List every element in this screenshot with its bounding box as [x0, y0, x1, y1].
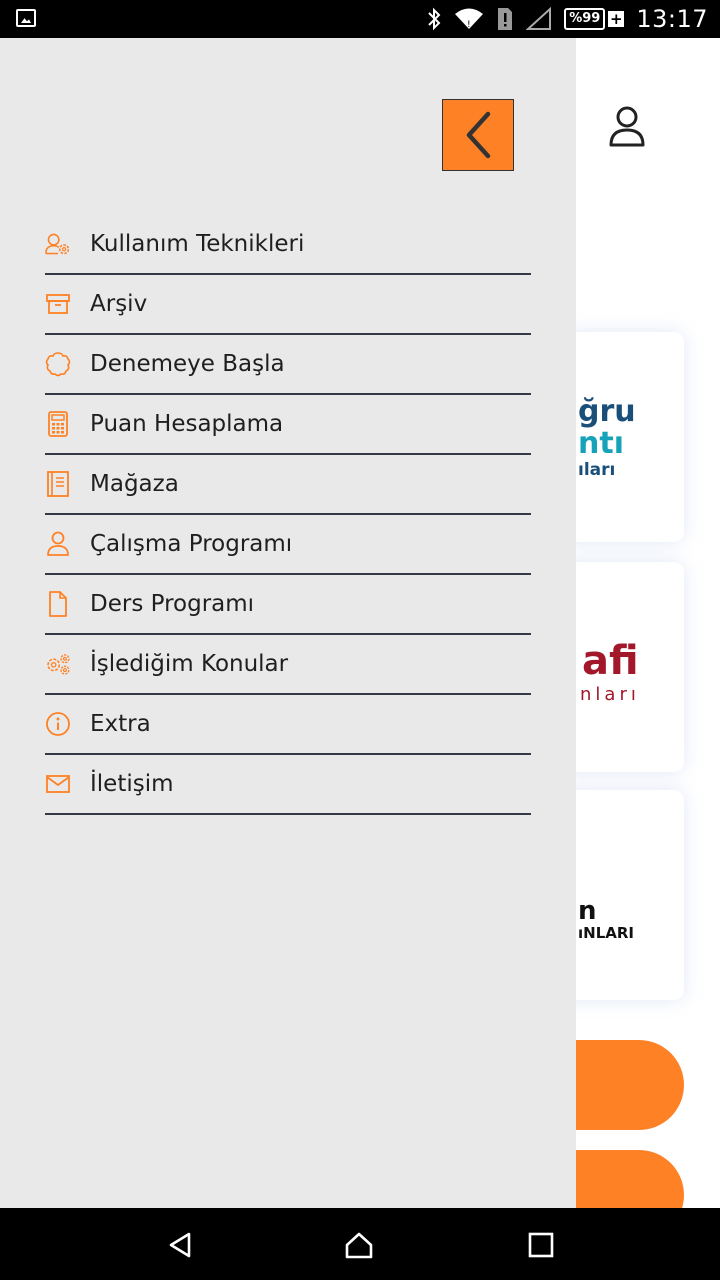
menu-item-label: Arşiv	[90, 291, 148, 317]
menu-item-kullanim-teknikleri[interactable]	[45, 215, 531, 275]
info-icon	[45, 711, 71, 737]
menu-item-label: Mağaza	[90, 471, 179, 497]
profile-icon[interactable]	[606, 104, 648, 148]
status-bar	[0, 0, 720, 38]
gallery-notification-icon	[16, 9, 36, 27]
menu-item-label: Extra	[90, 711, 151, 737]
charging-icon: +	[610, 10, 623, 28]
recent-apps-icon[interactable]	[526, 1230, 556, 1260]
card-text: n	[578, 896, 597, 926]
flower-badge-icon	[45, 351, 71, 377]
drawer-menu	[45, 215, 531, 815]
menu-item-label: Ders Programı	[90, 591, 255, 617]
bluetooth-icon	[426, 7, 442, 31]
menu-item-extra[interactable]	[45, 695, 531, 755]
menu-item-magaza[interactable]	[45, 455, 531, 515]
calculator-icon	[45, 411, 71, 437]
background-card[interactable]	[560, 332, 684, 542]
back-triangle-icon[interactable]	[166, 1230, 196, 1260]
clock: 13:17	[636, 5, 708, 33]
user-gear-icon	[45, 231, 71, 257]
mail-icon	[45, 771, 71, 797]
menu-item-ders-programi[interactable]	[45, 575, 531, 635]
system-navigation-bar	[0, 1208, 720, 1280]
book-icon	[45, 471, 71, 497]
navigation-drawer	[0, 38, 576, 1208]
card-text: ntı	[578, 426, 624, 461]
document-icon	[45, 591, 71, 617]
card-text: afi	[582, 638, 639, 684]
menu-item-label: İletişim	[90, 771, 174, 797]
sim-alert-icon	[496, 6, 514, 32]
card-text: nları	[580, 684, 640, 705]
signal-icon	[526, 7, 552, 31]
menu-item-puan-hesaplama[interactable]	[45, 395, 531, 455]
menu-item-denemeye-basla[interactable]	[45, 335, 531, 395]
wifi-icon	[454, 7, 484, 31]
menu-item-label: Puan Hesaplama	[90, 411, 284, 437]
menu-item-label: Denemeye Başla	[90, 351, 285, 377]
menu-item-isledigim-konular[interactable]	[45, 635, 531, 695]
card-text: ıları	[578, 460, 616, 480]
chevron-left-icon	[461, 110, 495, 160]
menu-item-calisma-programi[interactable]	[45, 515, 531, 575]
battery-indicator	[564, 8, 624, 30]
battery-level: %99	[564, 8, 605, 30]
background-card[interactable]	[560, 790, 684, 1000]
menu-item-iletisim[interactable]	[45, 755, 531, 815]
close-drawer-button[interactable]	[442, 99, 514, 171]
menu-item-label: Çalışma Programı	[90, 531, 293, 557]
gears-icon	[45, 651, 71, 677]
svg-text:!: !	[467, 20, 471, 30]
menu-item-arsiv[interactable]	[45, 275, 531, 335]
card-text: ğru	[578, 394, 636, 429]
background-card[interactable]	[560, 562, 684, 772]
card-text: ıNLARI	[578, 924, 634, 942]
menu-item-label: İşlediğim Konular	[90, 651, 289, 677]
home-icon[interactable]	[344, 1230, 374, 1260]
menu-item-label: Kullanım Teknikleri	[90, 231, 305, 257]
user-icon	[45, 531, 71, 557]
archive-box-icon	[45, 291, 71, 317]
